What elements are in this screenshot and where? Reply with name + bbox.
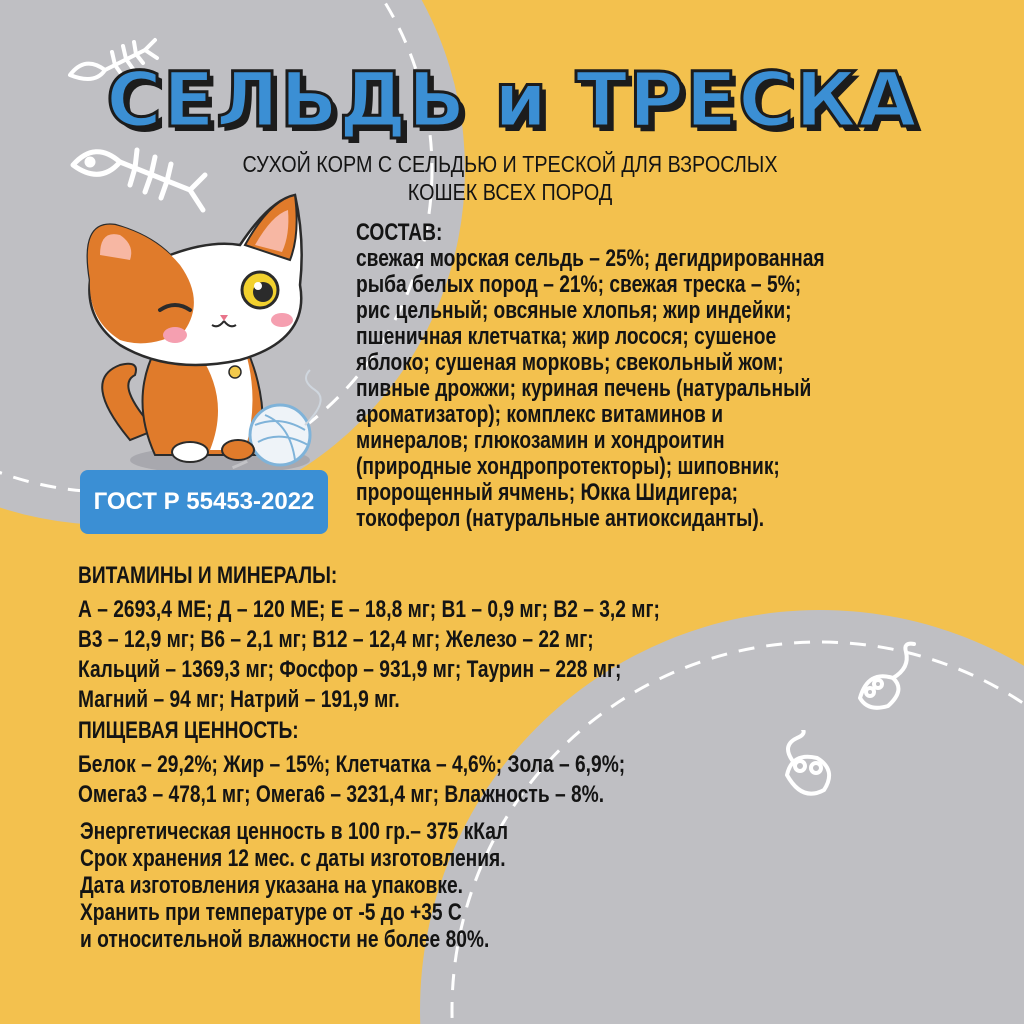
subtitle-line: КОШЕК ВСЕХ ПОРОД <box>407 179 613 205</box>
footer-line: Хранить при температуре от -5 до +35 С <box>80 899 462 926</box>
composition-line: яблоко; сушеная морковь; свекольный жом; <box>356 349 784 376</box>
product-title: СЕЛЬДЬ и ТРЕСКА <box>106 55 918 144</box>
composition-line: пророщенный ячмень; Юкка Шидигера; <box>356 479 739 506</box>
composition-line: токоферол (натуральные антиоксиданты). <box>356 505 765 532</box>
footer-line: Срок хранения 12 мес. с даты изготовления. <box>80 845 506 872</box>
vitamins-heading: ВИТАМИНЫ И МИНЕРАЛЫ: <box>78 562 338 589</box>
gost-badge: ГОСТ Р 55453-2022 <box>80 470 328 534</box>
mouse-toy-icon <box>848 640 928 720</box>
vitamins-line: Кальций – 1369,3 мг; Фосфор – 931,9 мг; Таурин – 228 мг; <box>78 656 622 683</box>
subtitle-line: СУХОЙ КОРМ С СЕЛЬДЬЮ И ТРЕСКОЙ ДЛЯ ВЗРОСЛЫХ <box>242 151 778 177</box>
nutrition-section <box>78 718 625 810</box>
vitamins-line: Магний – 94 мг; Натрий – 191,9 мг. <box>78 686 400 713</box>
vitamins-section <box>78 563 660 715</box>
cat-illustration <box>60 180 360 480</box>
composition-heading: СОСТАВ: <box>356 219 443 246</box>
footer-line: Дата изготовления указана на упаковке. <box>80 872 463 899</box>
composition-line: (природные хондропротекторы); шиповник; <box>356 453 780 480</box>
composition-line: рис цельный; овсяные хлопья; жир индейки; <box>356 297 792 324</box>
nutrition-line: Омега3 – 478,1 мг; Омега6 – 3231,4 мг; Влажность – 8%. <box>78 781 605 808</box>
vitamins-line: В3 – 12,9 мг; В6 – 2,1 мг; В12 – 12,4 мг; Железо – 22 мг; <box>78 626 594 653</box>
composition-line: минералов; глюкозамин и хондроитин <box>356 427 725 454</box>
composition-line: пивные дрожжи; куриная печень (натуральный <box>356 375 812 402</box>
storage-info <box>80 818 508 953</box>
composition-section <box>356 220 825 532</box>
nutrition-heading: ПИЩЕВАЯ ЦЕННОСТЬ: <box>78 717 299 744</box>
composition-line: рыба белых пород – 21%; свежая треска – 5%; <box>356 271 802 298</box>
composition-line: пшеничная клетчатка; жир лосося; сушеное <box>356 323 777 350</box>
mouse-toy-icon <box>772 730 852 810</box>
vitamins-line: А – 2693,4 МЕ; Д – 120 МЕ; Е – 18,8 мг; В1 – 0,9 мг; В2 – 3,2 мг; <box>78 596 660 623</box>
nutrition-line: Белок – 29,2%; Жир – 15%; Клетчатка – 4,6%; Зола – 6,9%; <box>78 751 626 778</box>
composition-line: свежая морская сельдь – 25%; дегидрированная <box>356 245 825 272</box>
composition-line: ароматизатор); комплекс витаминов и <box>356 401 723 428</box>
footer-line: и относительной влажности не более 80%. <box>80 926 490 953</box>
footer-line: Энергетическая ценность в 100 гр.– 375 кКал <box>80 818 509 845</box>
